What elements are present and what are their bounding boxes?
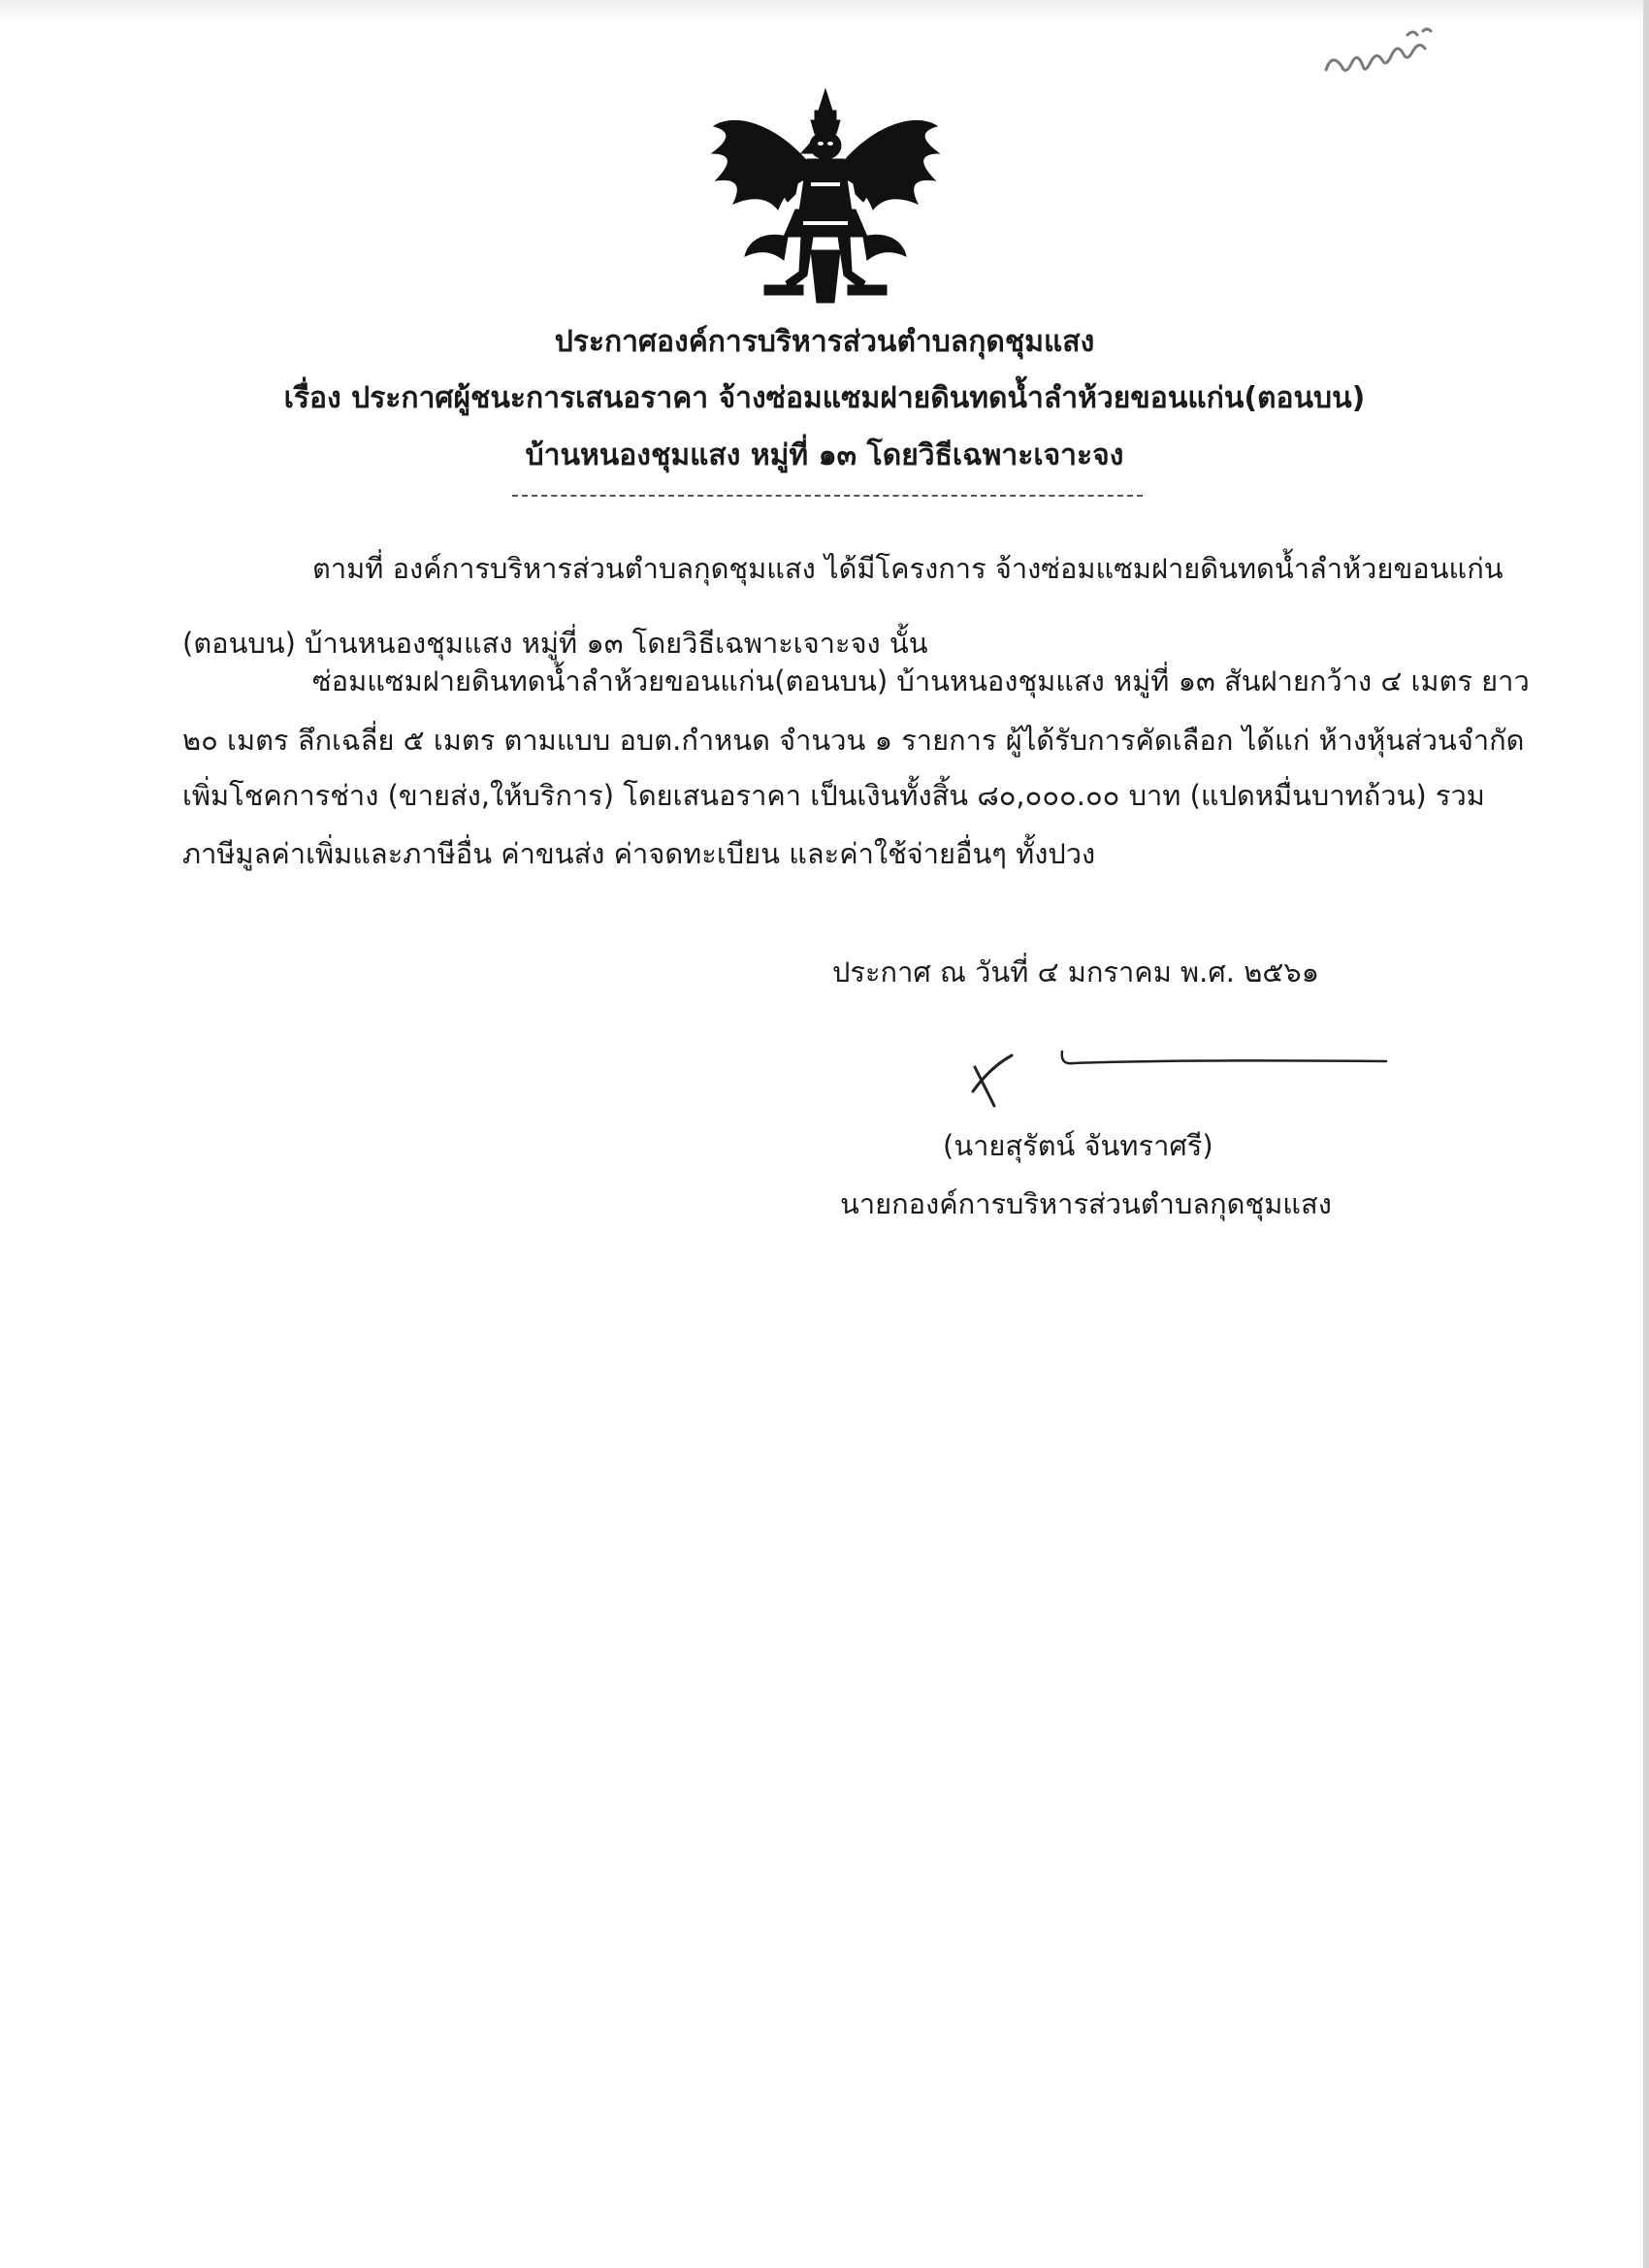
handwritten-note bbox=[1314, 21, 1450, 89]
signatory-name: (นายสุรัตน์ จันทราศรี) bbox=[943, 1129, 1213, 1162]
paragraph-1-line-2: (ตอนบน) บ้านหนองชุมแสง หมู่ที่ ๑๓ โดยวิธีเฉพาะเจาะจง นั้น bbox=[182, 627, 928, 660]
paragraph-1-line-1: ตามที่ องค์การบริหารส่วนตำบลกุดชุมแสง ได้มีโครงการ จ้างซ่อมแซมฝายดินทดน้ำลำห้วยขอนแก่น bbox=[312, 552, 1504, 585]
document-subject: เรื่อง ประกาศผู้ชนะการเสนอราคา จ้างซ่อมแซมฝายดินทดน้ำลำห้วยขอนแก่น(ตอนบน) bbox=[283, 381, 1366, 415]
paragraph-2-line-4: ภาษีมูลค่าเพิ่มและภาษีอื่น ค่าขนส่ง ค่าจดทะเบียน และค่าใช้จ่ายอื่นๆ ทั้งปวง bbox=[182, 837, 1096, 870]
paragraph-2-line-2: ๒๐ เมตร ลึกเฉลี่ย ๕ เมตร ตามแบบ อบต.กำหนด จำนวน ๑ รายการ ผู้ได้รับการคัดเลือก ได้แก่ ห้างหุ้นส่วนจำกัด bbox=[182, 724, 1525, 757]
dashed-divider bbox=[512, 495, 1143, 497]
handwritten-signature bbox=[965, 1038, 1402, 1125]
signatory-position: นายกองค์การบริหารส่วนตำบลกุดชุมแสง bbox=[840, 1187, 1332, 1220]
document-title: ประกาศองค์การบริหารส่วนตำบลกุดชุมแสง bbox=[554, 325, 1095, 359]
announce-date: ประกาศ ณ วันที่ ๔ มกราคม พ.ศ. ๒๕๖๑ bbox=[832, 956, 1320, 988]
scan-top-shade bbox=[0, 0, 1649, 21]
paragraph-2-line-1: ซ่อมแซมฝายดินทดน้ำลำห้วยขอนแก่น(ตอนบน) บ้านหนองชุมแสง หมู่ที่ ๑๓ สันฝายกว้าง ๔ เมตร ยาว bbox=[312, 664, 1530, 697]
garuda-emblem-icon bbox=[706, 85, 945, 308]
document-subject-line2: บ้านหนองชุมแสง หมู่ที่ ๑๓ โดยวิธีเฉพาะเจาะจง bbox=[525, 438, 1124, 472]
paragraph-2-line-3: เพิ่มโชคการช่าง (ขายส่ง,ให้บริการ) โดยเสนอราคา เป็นเงินทั้งสิ้น ๘๐,๐๐๐.๐๐ บาท (แปดหมื่นบาทถ้วน) รวม bbox=[182, 779, 1485, 812]
